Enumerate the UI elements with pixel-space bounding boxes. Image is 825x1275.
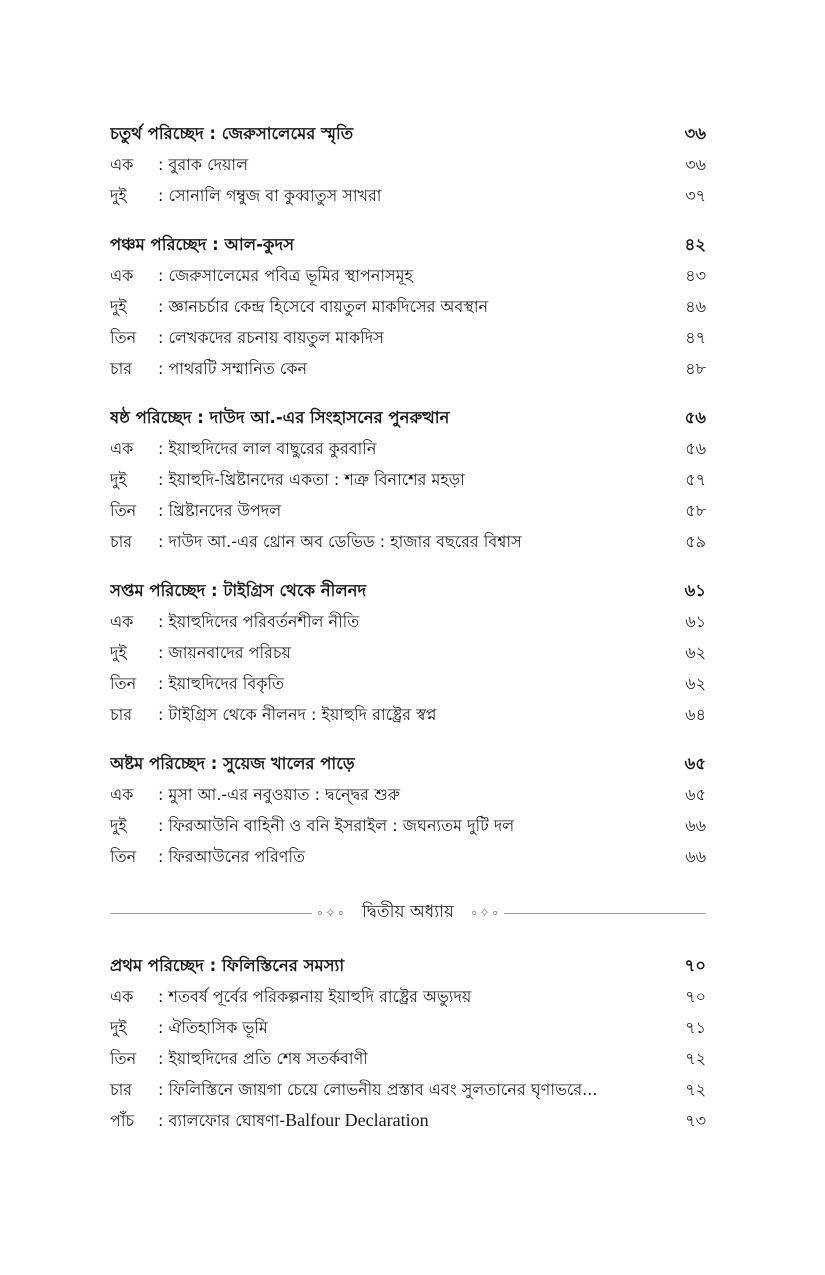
entry-title: : খ্রিষ্টানদের উপদল bbox=[158, 501, 282, 520]
entry-number: দুই bbox=[110, 297, 127, 316]
entry-title: : ইয়াহুদিদের লাল বাছুরের কুরবানি bbox=[158, 439, 377, 458]
chapter-heading-title: ষষ্ঠ পরিচ্ছেদ : দাউদ আ.-এর সিংহাসনের পুনরুত্থান bbox=[110, 408, 450, 427]
entry-title: : ফিরআউনি বাহিনী ও বনি ইসরাইল : জঘন্যতম দুটি দল bbox=[158, 816, 515, 835]
entry-number: তিন bbox=[110, 328, 137, 347]
entry-title: : পাথরটি সম্মানিত কেন bbox=[158, 359, 308, 378]
chapter-heading-page: ৬৫ bbox=[684, 754, 706, 773]
entry-title: : মুসা আ.-এর নবুওয়াত : দ্বন্দ্বের শুরু bbox=[158, 785, 401, 804]
entry-page: ৪৮ bbox=[685, 359, 706, 378]
entry-number: দুই bbox=[110, 470, 127, 489]
entry-page: ৬২ bbox=[685, 674, 706, 693]
toc-entry[interactable] bbox=[110, 1074, 706, 1105]
chapter-heading-page: ৫৬ bbox=[684, 408, 706, 427]
chapter-heading[interactable] bbox=[110, 575, 706, 606]
chapter-heading[interactable] bbox=[110, 118, 706, 149]
part-title: দ্বিতীয় অধ্যায় bbox=[361, 902, 455, 922]
toc-entry[interactable] bbox=[110, 291, 706, 322]
toc-entry[interactable] bbox=[110, 260, 706, 291]
table-of-contents bbox=[110, 118, 706, 1154]
entry-title: : জ্ঞানচর্চার কেন্দ্র হিসেবে বায়তুল মাকদিসের অবস্থান bbox=[158, 297, 489, 316]
entry-title-bangla: : ব্যালফোর ঘোষণা- bbox=[158, 1111, 286, 1130]
toc-entry[interactable] bbox=[110, 1105, 706, 1136]
toc-entry[interactable] bbox=[110, 495, 706, 526]
toc-entry[interactable] bbox=[110, 699, 706, 730]
toc-entry[interactable] bbox=[110, 1012, 706, 1043]
entry-page: ৬৪ bbox=[685, 705, 706, 724]
entry-title bbox=[158, 1105, 666, 1136]
entry-title: : লেখকদের রচনায় বায়তুল মাকদিস bbox=[158, 328, 384, 347]
toc-entry[interactable] bbox=[110, 810, 706, 841]
toc-entry[interactable] bbox=[110, 353, 706, 384]
entry-page: ৭১ bbox=[685, 1018, 706, 1037]
entry-number: চার bbox=[110, 359, 133, 378]
entry-page: ৭০ bbox=[685, 987, 706, 1006]
entry-number: চার bbox=[110, 705, 133, 724]
entry-number: পাঁচ bbox=[110, 1111, 135, 1130]
entry-number: চার bbox=[110, 532, 133, 551]
entry-page: ৫৯ bbox=[685, 532, 706, 551]
entry-title: : বুরাক দেয়াল bbox=[158, 155, 248, 174]
part-divider bbox=[110, 890, 706, 936]
chapter-section bbox=[110, 402, 706, 557]
entry-page: ৫৬ bbox=[685, 439, 706, 458]
diamond-ornament-icon: ∘✧∘ bbox=[470, 905, 501, 921]
chapter-heading[interactable] bbox=[110, 950, 706, 981]
entry-title: : জেরুসালেমের পবিত্র ভূমির স্থাপনাসমূহ bbox=[158, 266, 413, 285]
toc-entry[interactable] bbox=[110, 606, 706, 637]
toc-entry[interactable] bbox=[110, 1043, 706, 1074]
divider-line-left bbox=[110, 913, 312, 914]
toc-entry[interactable] bbox=[110, 149, 706, 180]
chapter-heading-title: পঞ্চম পরিচ্ছেদ : আল-কুদস bbox=[110, 235, 295, 254]
entry-title: : টাইগ্রিস থেকে নীলনদ : ইয়াহুদি রাষ্ট্রের স্বপ্ন bbox=[158, 705, 437, 724]
toc-entry[interactable] bbox=[110, 779, 706, 810]
chapter-heading-page: ৩৬ bbox=[684, 124, 706, 143]
chapter-heading-page: ৪২ bbox=[684, 235, 706, 254]
entry-number: দুই bbox=[110, 816, 127, 835]
chapter-heading-title: অষ্টম পরিচ্ছেদ : সুয়েজ খালের পাড়ে bbox=[110, 754, 355, 773]
entry-number: তিন bbox=[110, 674, 137, 693]
chapter-heading[interactable] bbox=[110, 229, 706, 260]
chapter-heading-title: প্রথম পরিচ্ছেদ : ফিলিস্তিনের সমস্যা bbox=[110, 956, 345, 975]
chapter-heading-title: চতুর্থ পরিচ্ছেদ : জেরুসালেমের স্মৃতি bbox=[110, 124, 354, 143]
entry-number: চার bbox=[110, 1080, 133, 1099]
entry-title: : ইয়াহুদি-খ্রিষ্টানদের একতা : শত্রু বিনাশের মহড়া bbox=[158, 470, 465, 489]
chapter-heading-title: সপ্তম পরিচ্ছেদ : টাইগ্রিস থেকে নীলনদ bbox=[110, 581, 367, 600]
entry-number: এক bbox=[110, 266, 134, 285]
chapter-heading-page: ৬১ bbox=[684, 581, 706, 600]
entry-number: এক bbox=[110, 155, 134, 174]
toc-entry[interactable] bbox=[110, 981, 706, 1012]
entry-page: ৩৭ bbox=[685, 186, 706, 205]
entry-title: : ঐতিহাসিক ভূমি bbox=[158, 1018, 268, 1037]
entry-page: ৪৬ bbox=[685, 297, 706, 316]
entry-title: : সোনালি গম্বুজ বা কুব্বাতুস সাখরা bbox=[158, 186, 382, 205]
toc-entry[interactable] bbox=[110, 180, 706, 211]
entry-number: এক bbox=[110, 987, 134, 1006]
entry-number: তিন bbox=[110, 1049, 137, 1068]
toc-entry[interactable] bbox=[110, 322, 706, 353]
toc-entry[interactable] bbox=[110, 668, 706, 699]
chapter-section bbox=[110, 229, 706, 384]
entry-title: : ফিরআউনের পরিণতি bbox=[158, 847, 306, 866]
entry-title: : ইয়াহুদিদের প্রতি শেষ সতর্কবাণী bbox=[158, 1049, 368, 1068]
diamond-ornament-icon: ∘✧∘ bbox=[315, 905, 346, 921]
chapter-section bbox=[110, 748, 706, 872]
chapter-heading[interactable] bbox=[110, 748, 706, 779]
toc-entry[interactable] bbox=[110, 464, 706, 495]
entry-title: : দাউদ আ.-এর থ্রোন অব ডেভিড : হাজার বছরের বিশ্বাস bbox=[158, 532, 522, 551]
chapter-section bbox=[110, 950, 706, 1136]
chapter-heading-page: ৭০ bbox=[684, 956, 706, 975]
entry-page: ৭৩ bbox=[685, 1111, 706, 1130]
entry-page: ৬৫ bbox=[685, 785, 706, 804]
toc-entry[interactable] bbox=[110, 841, 706, 872]
toc-entry[interactable] bbox=[110, 637, 706, 668]
divider-line-right bbox=[504, 913, 706, 914]
entry-number: দুই bbox=[110, 1018, 127, 1037]
entry-number: এক bbox=[110, 785, 134, 804]
chapter-section bbox=[110, 575, 706, 730]
chapter-section bbox=[110, 118, 706, 211]
entry-title: : ফিলিস্তিনে জায়গা চেয়ে লোভনীয় প্রস্তাব এবং সুলতানের ঘৃণাভরে... bbox=[158, 1080, 598, 1099]
entry-number: দুই bbox=[110, 186, 127, 205]
toc-entry[interactable] bbox=[110, 526, 706, 557]
entry-page: ৬৬ bbox=[685, 816, 706, 835]
entry-number: দুই bbox=[110, 643, 127, 662]
entry-number: তিন bbox=[110, 847, 137, 866]
entry-page: ৭২ bbox=[685, 1049, 706, 1068]
entry-number: তিন bbox=[110, 501, 137, 520]
entry-title-latin: Balfour Declaration bbox=[285, 1110, 429, 1130]
entry-page: ৪৩ bbox=[685, 266, 706, 285]
entry-page: ৫৭ bbox=[685, 470, 706, 489]
entry-page: ৪৭ bbox=[685, 328, 706, 347]
entry-page: ৫৮ bbox=[685, 501, 706, 520]
entry-title: : শতবর্ষ পূর্বের পরিকল্পনায় ইয়াহুদি রাষ্ট্রের অভ্যুদয় bbox=[158, 987, 472, 1006]
entry-title: : ইয়াহুদিদের বিকৃতি bbox=[158, 674, 285, 693]
entry-page: ৬২ bbox=[685, 643, 706, 662]
chapter-heading[interactable] bbox=[110, 402, 706, 433]
entry-page: ৬১ bbox=[685, 612, 706, 631]
entry-title: : ইয়াহুদিদের পরিবর্তনশীল নীতি bbox=[158, 612, 360, 631]
entry-page: ৬৬ bbox=[685, 847, 706, 866]
entry-page: ৭২ bbox=[685, 1080, 706, 1099]
entry-number: এক bbox=[110, 439, 134, 458]
entry-title: : জায়নবাদের পরিচয় bbox=[158, 643, 291, 662]
entry-number: এক bbox=[110, 612, 134, 631]
entry-page: ৩৬ bbox=[685, 155, 706, 174]
toc-entry[interactable] bbox=[110, 433, 706, 464]
